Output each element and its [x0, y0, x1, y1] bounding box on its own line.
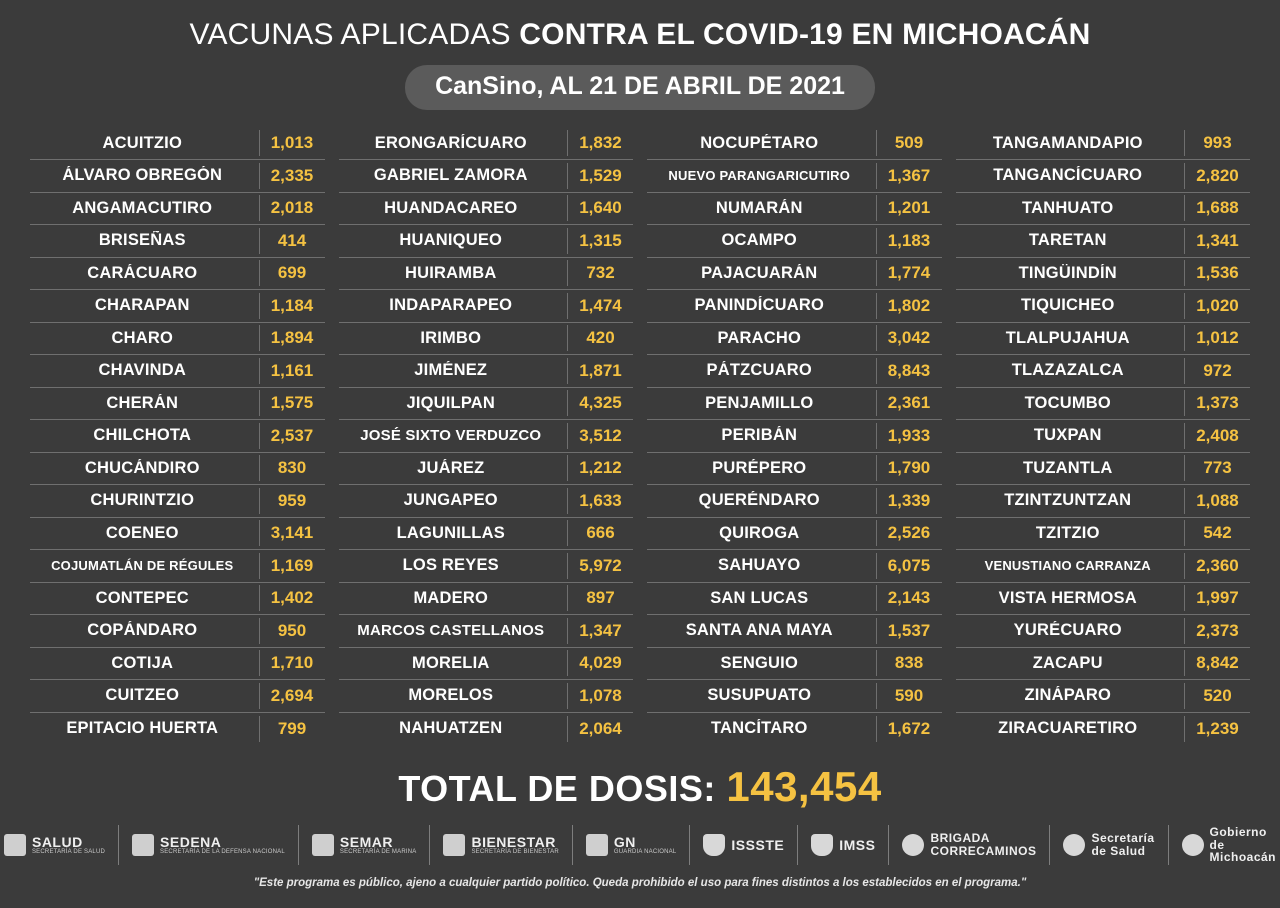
doses-value: 993 — [1184, 130, 1250, 156]
doses-value: 1,894 — [259, 325, 325, 351]
circle-icon — [902, 834, 924, 856]
table-row — [956, 323, 1251, 356]
municipality-name: JIMÉNEZ — [414, 361, 488, 380]
municipality-name: PURÉPERO — [712, 458, 807, 477]
municipality-name: ACUITZIO — [102, 133, 182, 152]
doses-value: 1,402 — [259, 585, 325, 611]
table-row — [956, 193, 1251, 226]
doses-value: 1,088 — [1184, 488, 1250, 514]
doses-value: 4,325 — [567, 390, 633, 416]
table-row — [339, 290, 634, 323]
table-row — [956, 225, 1251, 258]
municipality-name: CONTEPEC — [95, 588, 189, 607]
doses-value: 1,020 — [1184, 293, 1250, 319]
doses-value: 3,042 — [876, 325, 942, 351]
municipality-name: LAGUNILLAS — [396, 523, 505, 542]
municipality-name: PAJACUARÁN — [701, 263, 818, 282]
circle-icon — [1063, 834, 1085, 856]
municipality-name: TLAZAZALCA — [1011, 361, 1124, 380]
municipality-name: PARACHO — [717, 328, 802, 347]
table-row — [647, 485, 942, 518]
doses-value: 2,360 — [1184, 553, 1250, 579]
doses-value: 897 — [567, 585, 633, 611]
table-row — [339, 323, 634, 356]
table-row — [647, 128, 942, 161]
municipality-name: COTIJA — [111, 653, 174, 672]
municipality-name: MADERO — [413, 588, 489, 607]
doses-value: 1,347 — [567, 618, 633, 644]
logo-name: Gobierno de Michoacán — [1209, 825, 1277, 865]
total-value: 143,454 — [726, 763, 882, 810]
doses-value: 2,537 — [259, 423, 325, 449]
logo-name: SEMAR — [339, 833, 393, 850]
table-row — [30, 680, 325, 713]
total-row — [16, 763, 1264, 811]
doses-value: 1,201 — [876, 195, 942, 221]
municipality-name: JUNGAPEO — [403, 491, 498, 510]
logo-name: GN — [613, 833, 636, 850]
logo-text — [839, 838, 875, 853]
municipality-name: IRIMBO — [420, 328, 482, 347]
municipality-name: TUXPAN — [1033, 426, 1102, 445]
table-row — [30, 355, 325, 388]
municipality-name: MARCOS CASTELLANOS — [357, 622, 545, 640]
table-row — [339, 160, 634, 193]
municipality-name: TANGANCÍCUARO — [993, 166, 1143, 185]
municipality-name: TIQUICHEO — [1021, 296, 1115, 315]
circle-icon — [1182, 834, 1204, 856]
table-row — [956, 615, 1251, 648]
table-row — [956, 518, 1251, 551]
table-row — [30, 583, 325, 616]
table-row — [647, 355, 942, 388]
table-row — [647, 160, 942, 193]
doses-value: 1,672 — [876, 716, 942, 742]
doses-value: 1,933 — [876, 423, 942, 449]
total-label: TOTAL DE DOSIS: — [398, 768, 716, 809]
municipality-name: SANTA ANA MAYA — [685, 621, 833, 640]
doses-value: 2,018 — [259, 195, 325, 221]
municipality-name: GABRIEL ZAMORA — [373, 166, 528, 185]
municipality-name: SAN LUCAS — [710, 588, 809, 607]
municipality-name: PERIBÁN — [721, 426, 798, 445]
logo-name: Secretaría de Salud — [1091, 831, 1155, 858]
page-title — [16, 0, 1264, 53]
table-row — [30, 648, 325, 681]
table-row — [30, 225, 325, 258]
logo-name: SEDENA — [160, 833, 222, 850]
doses-value: 2,064 — [567, 716, 633, 742]
table-row — [647, 453, 942, 486]
table-row — [647, 583, 942, 616]
table-column — [339, 128, 634, 746]
logo-text — [160, 835, 285, 856]
doses-value: 1,367 — [876, 163, 942, 189]
municipality-name: JOSÉ SIXTO VERDUZCO — [360, 427, 542, 445]
municipality-name: OCAMPO — [721, 231, 797, 250]
doses-value: 2,408 — [1184, 423, 1250, 449]
logo-text — [731, 838, 784, 853]
doses-value: 830 — [259, 455, 325, 481]
shield-icon — [811, 834, 833, 856]
table-row — [339, 225, 634, 258]
eagle-icon — [132, 834, 154, 856]
table-row — [647, 648, 942, 681]
municipality-name: COPÁNDARO — [87, 621, 198, 640]
municipality-name: TINGÜINDÍN — [1018, 263, 1117, 282]
logo-text — [1210, 826, 1277, 864]
logo-name: BRIGADA CORRECAMINOS — [930, 831, 1037, 858]
doses-value: 773 — [1184, 455, 1250, 481]
eagle-icon — [443, 834, 465, 856]
doses-value: 1,633 — [567, 488, 633, 514]
table-row — [956, 355, 1251, 388]
municipality-name: ANGAMACUTIRO — [72, 198, 213, 217]
table-row — [339, 258, 634, 291]
table-row — [647, 388, 942, 421]
doses-value: 1,373 — [1184, 390, 1250, 416]
logo-bar — [16, 825, 1277, 865]
doses-value: 950 — [259, 618, 325, 644]
logo-name: BIENESTAR — [471, 833, 556, 850]
municipality-name: CHUCÁNDIRO — [84, 458, 200, 477]
logo-text — [471, 835, 558, 856]
table-row — [339, 648, 634, 681]
table-row — [30, 258, 325, 291]
logo-item — [889, 825, 1050, 865]
doses-value: 1,239 — [1184, 716, 1250, 742]
table-row — [339, 388, 634, 421]
doses-value: 1,802 — [876, 293, 942, 319]
municipality-name: JIQUILPAN — [406, 393, 496, 412]
doses-value: 1,184 — [259, 293, 325, 319]
municipality-name: CHURINTZIO — [90, 491, 195, 510]
municipality-name: PANINDÍCUARO — [694, 296, 824, 315]
table-row — [339, 128, 634, 161]
logo-subtitle: SECRETARÍA DE SALUD — [31, 849, 106, 856]
logo-item — [0, 825, 119, 865]
table-row — [339, 518, 634, 551]
table-row — [956, 258, 1251, 291]
municipality-name: SENGUIO — [720, 653, 798, 672]
municipality-name: COJUMATLÁN DE RÉGULES — [51, 558, 234, 574]
doses-value: 1,688 — [1184, 195, 1250, 221]
table-row — [956, 713, 1251, 746]
municipality-name: VENUSTIANO CARRANZA — [984, 558, 1151, 574]
doses-value: 520 — [1184, 683, 1250, 709]
municipality-name: CHILCHOTA — [93, 426, 192, 445]
table-row — [339, 193, 634, 226]
doses-value: 542 — [1184, 520, 1250, 546]
eagle-icon — [4, 834, 26, 856]
municipality-name: YURÉCUARO — [1013, 621, 1122, 640]
doses-value: 838 — [876, 650, 942, 676]
municipality-name: SUSUPUATO — [707, 686, 812, 705]
municipality-name: ZINÁPARO — [1024, 686, 1112, 705]
doses-value: 4,029 — [567, 650, 633, 676]
municipality-name: CHAVINDA — [98, 361, 186, 380]
doses-value: 1,537 — [876, 618, 942, 644]
doses-value: 1,161 — [259, 358, 325, 384]
page-title-part1: VACUNAS APLICADAS — [189, 18, 520, 51]
municipality-name: PENJAMILLO — [705, 393, 814, 412]
logo-item — [573, 825, 691, 865]
doses-value: 2,335 — [259, 163, 325, 189]
doses-value: 1,997 — [1184, 585, 1250, 611]
municipality-name: NOCUPÉTARO — [700, 133, 819, 152]
table-row — [30, 290, 325, 323]
doses-value: 2,820 — [1184, 163, 1250, 189]
table-row — [30, 713, 325, 746]
doses-value: 1,529 — [567, 163, 633, 189]
municipality-name: NAHUATZEN — [399, 719, 503, 738]
doses-value: 666 — [567, 520, 633, 546]
table-row — [956, 388, 1251, 421]
subtitle-container — [16, 65, 1264, 110]
logo-text — [930, 832, 1036, 857]
table-row — [956, 550, 1251, 583]
logo-item — [119, 825, 299, 865]
doses-value: 1,536 — [1184, 260, 1250, 286]
table-row — [647, 290, 942, 323]
doses-value: 2,361 — [876, 390, 942, 416]
municipality-name: CUITZEO — [105, 686, 180, 705]
municipality-name: CHARAPAN — [94, 296, 190, 315]
table-row — [647, 518, 942, 551]
page-title-part2: CONTRA EL COVID-19 EN MICHOACÁN — [519, 18, 1091, 51]
doses-value: 1,790 — [876, 455, 942, 481]
table-row — [30, 453, 325, 486]
doses-value: 1,640 — [567, 195, 633, 221]
table-row — [647, 225, 942, 258]
doses-value: 1,575 — [259, 390, 325, 416]
municipality-name: ERONGARÍCUARO — [374, 133, 527, 152]
municipality-name: QUERÉNDARO — [698, 491, 820, 510]
municipality-name: EPITACIO HUERTA — [66, 719, 219, 738]
municipality-name: TUZANTLA — [1022, 458, 1113, 477]
municipality-name: TARETAN — [1028, 231, 1107, 250]
table-row — [339, 355, 634, 388]
municipality-name: MORELOS — [408, 686, 494, 705]
table-row — [30, 615, 325, 648]
doses-value: 8,843 — [876, 358, 942, 384]
doses-value: 1,078 — [567, 683, 633, 709]
logo-name: ISSSTE — [731, 836, 785, 853]
logo-text — [32, 835, 105, 856]
table-row — [956, 485, 1251, 518]
table-row — [30, 160, 325, 193]
doses-value: 3,141 — [259, 520, 325, 546]
eagle-icon — [312, 834, 334, 856]
table-column — [956, 128, 1251, 746]
municipality-name: LOS REYES — [402, 556, 499, 575]
table-column — [647, 128, 942, 746]
table-row — [956, 420, 1251, 453]
municipality-name: TOCUMBO — [1024, 393, 1111, 412]
doses-value: 2,373 — [1184, 618, 1250, 644]
table-row — [647, 193, 942, 226]
legal-disclaimer: "Este programa es público, ajeno a cualquier partido político. Queda prohibido el uso para fines distintos a los establecidos en el programa." — [253, 877, 1027, 889]
doses-value: 1,832 — [567, 130, 633, 156]
logo-text — [340, 835, 417, 856]
logo-text — [614, 835, 677, 856]
municipality-name: TANGAMANDAPIO — [992, 133, 1143, 152]
table-row — [647, 323, 942, 356]
logo-subtitle: GUARDIA NACIONAL — [613, 849, 677, 856]
logo-subtitle: SECRETARÍA DE BIENESTAR — [471, 849, 559, 856]
logo-name: IMSS — [839, 836, 876, 853]
eagle-icon — [586, 834, 608, 856]
shield-icon — [703, 834, 725, 856]
logo-item — [430, 825, 572, 865]
municipality-name: HUANIQUEO — [399, 231, 503, 250]
municipality-name: TANHUATO — [1022, 198, 1114, 217]
logo-item — [1169, 825, 1280, 865]
doses-value: 590 — [876, 683, 942, 709]
municipality-name: MORELIA — [412, 653, 490, 672]
municipality-name: COENEO — [105, 523, 179, 542]
doses-value: 1,710 — [259, 650, 325, 676]
logo-subtitle: SECRETARÍA DE MARINA — [339, 849, 417, 856]
municipality-name: SAHUAYO — [718, 556, 801, 575]
table-row — [647, 258, 942, 291]
table-row — [30, 550, 325, 583]
doses-value: 6,075 — [876, 553, 942, 579]
doses-value: 414 — [259, 228, 325, 254]
table-row — [647, 550, 942, 583]
table-row — [339, 615, 634, 648]
table-row — [339, 583, 634, 616]
municipality-name: BRISEÑAS — [98, 231, 186, 250]
doses-value: 1,339 — [876, 488, 942, 514]
doses-value: 959 — [259, 488, 325, 514]
logo-text — [1091, 832, 1154, 857]
table-row — [956, 160, 1251, 193]
doses-value: 2,526 — [876, 520, 942, 546]
doses-value: 2,694 — [259, 683, 325, 709]
municipality-name: ZACAPU — [1032, 653, 1103, 672]
table-row — [30, 323, 325, 356]
municipality-name: PÁTZCUARO — [706, 361, 812, 380]
logo-item — [1050, 825, 1168, 865]
doses-value: 1,183 — [876, 228, 942, 254]
doses-value: 699 — [259, 260, 325, 286]
logo-name: SALUD — [31, 833, 83, 850]
table-row — [956, 128, 1251, 161]
doses-value: 972 — [1184, 358, 1250, 384]
doses-value: 3,512 — [567, 423, 633, 449]
table-row — [647, 713, 942, 746]
municipality-name: CHERÁN — [106, 393, 179, 412]
municipality-name: NUMARÁN — [715, 198, 803, 217]
municipality-name: INDAPARAPEO — [389, 296, 513, 315]
municipality-name: HUIRAMBA — [405, 263, 497, 282]
doses-value: 1,169 — [259, 553, 325, 579]
table-row — [956, 583, 1251, 616]
doses-value: 1,871 — [567, 358, 633, 384]
municipality-name: CARÁCUARO — [87, 263, 198, 282]
table-row — [339, 680, 634, 713]
municipality-name: TLALPUJAHUA — [1005, 328, 1130, 347]
table-row — [647, 615, 942, 648]
table-row — [956, 648, 1251, 681]
doses-value: 799 — [259, 716, 325, 742]
table-row — [30, 420, 325, 453]
table-row — [956, 680, 1251, 713]
municipality-name: ÁLVARO OBREGÓN — [62, 166, 223, 185]
subtitle-badge: CanSino, AL 21 DE ABRIL DE 2021 — [405, 65, 875, 110]
doses-value: 420 — [567, 325, 633, 351]
doses-value: 1,774 — [876, 260, 942, 286]
table-row — [30, 388, 325, 421]
table-row — [339, 453, 634, 486]
table-row — [339, 420, 634, 453]
table-row — [30, 485, 325, 518]
table-row — [30, 128, 325, 161]
doses-value: 1,013 — [259, 130, 325, 156]
doses-value: 509 — [876, 130, 942, 156]
municipality-name: ZIRACUARETIRO — [998, 719, 1138, 738]
municipality-name: HUANDACAREO — [384, 198, 518, 217]
municipality-name: CHARO — [111, 328, 173, 347]
table-row — [30, 518, 325, 551]
municipality-name: JUÁREZ — [417, 458, 485, 477]
municipality-name: VISTA HERMOSA — [998, 588, 1137, 607]
logo-subtitle: SECRETARÍA DE LA DEFENSA NACIONAL — [160, 849, 285, 856]
municipality-name: TZINTZUNTZAN — [1004, 491, 1132, 510]
doses-value: 1,474 — [567, 293, 633, 319]
logo-item — [690, 825, 798, 865]
table-row — [339, 713, 634, 746]
table-row — [647, 420, 942, 453]
municipality-name: NUEVO PARANGARICUTIRO — [668, 168, 851, 184]
table-column — [30, 128, 325, 746]
table-row — [30, 193, 325, 226]
data-table-grid — [16, 128, 1264, 746]
doses-value: 1,341 — [1184, 228, 1250, 254]
logo-item — [299, 825, 431, 865]
doses-value: 732 — [567, 260, 633, 286]
table-row — [647, 680, 942, 713]
table-row — [339, 550, 634, 583]
table-row — [956, 453, 1251, 486]
table-row — [956, 290, 1251, 323]
doses-value: 1,012 — [1184, 325, 1250, 351]
doses-value: 2,143 — [876, 585, 942, 611]
doses-value: 8,842 — [1184, 650, 1250, 676]
municipality-name: TANCÍTARO — [710, 719, 808, 738]
doses-value: 5,972 — [567, 553, 633, 579]
municipality-name: TZITZIO — [1035, 523, 1100, 542]
doses-value: 1,315 — [567, 228, 633, 254]
table-row — [339, 485, 634, 518]
doses-value: 1,212 — [567, 455, 633, 481]
municipality-name: QUIROGA — [719, 523, 800, 542]
logo-item — [798, 825, 889, 865]
